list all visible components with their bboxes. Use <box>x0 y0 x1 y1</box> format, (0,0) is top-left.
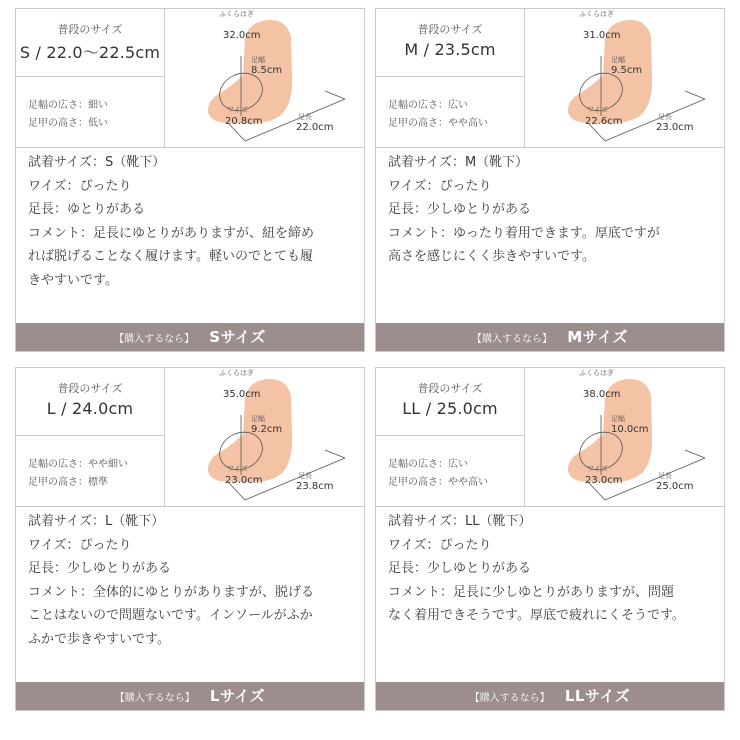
instep-value: 8.5cm <box>251 65 283 76</box>
header-divider <box>16 506 364 507</box>
width-label: ワイズ <box>587 106 608 114</box>
comment-line: なく着用できそうです。厚底で疲れにくそうです。 <box>388 608 685 623</box>
comment-line: ふかで歩きやすいです。 <box>28 631 170 647</box>
foot-measurement-figure <box>165 9 364 147</box>
comment-line: 試着サイズ：L（靴下） <box>28 514 165 529</box>
comment-line: 足長：少しゆとりがある <box>28 561 172 576</box>
size-info <box>16 368 165 506</box>
review-comment <box>388 510 718 628</box>
comment-line: 試着サイズ：LL（靴下） <box>388 514 532 529</box>
foot-illustration <box>165 368 364 506</box>
calf-label: ふくらはぎ <box>579 10 614 18</box>
width-value: 23.0cm <box>225 475 263 486</box>
length-value: 25.0cm <box>656 481 694 492</box>
comment-line: 試着サイズ：S（靴下） <box>28 155 166 170</box>
length-label: 足長 <box>658 113 672 121</box>
buy-label: 【購入するなら】 <box>114 334 195 345</box>
comment-line: コメント：足長にゆとりがありますが、紐を締め <box>28 225 315 241</box>
comment-line: 足長：少しゆとりがある <box>388 561 532 576</box>
header-divider <box>376 147 724 148</box>
card-header <box>376 368 724 506</box>
foot-measurement-figure <box>165 368 364 506</box>
instep-value: 9.2cm <box>251 424 283 435</box>
usual-size-label: 普段のサイズ <box>57 23 123 36</box>
foot-width-text: 足幅の広さ：細い <box>28 100 108 111</box>
size-card-ll <box>375 367 725 711</box>
foot-width-text: 足幅の広さ：広い <box>388 100 468 111</box>
usual-size-label: 普段のサイズ <box>417 23 483 36</box>
width-label: ワイズ <box>227 106 248 114</box>
card-header <box>376 9 724 147</box>
foot-shape-box <box>16 77 164 147</box>
instep-label: 足幅 <box>251 56 265 64</box>
instep-label: 足幅 <box>611 415 625 423</box>
size-info <box>16 9 165 147</box>
card-header <box>16 368 364 506</box>
buy-label: 【購入するなら】 <box>469 693 550 704</box>
comment-line: ワイズ：ぴったり <box>388 537 492 553</box>
review-comment <box>28 151 358 292</box>
comment-line: コメント：ゆったり着用できます。厚底ですが <box>388 225 660 241</box>
foot-shape-box <box>16 436 164 506</box>
calf-value: 38.0cm <box>583 389 621 400</box>
usual-size-value: S / 22.0〜22.5cm <box>19 43 161 62</box>
length-label: 足長 <box>658 472 672 480</box>
foot-width-text: 足幅の広さ：広い <box>388 459 468 470</box>
instep-label: 足幅 <box>611 56 625 64</box>
comment-line: 足長：少しゆとりがある <box>388 202 532 217</box>
foot-measurement-figure <box>525 9 724 147</box>
instep-height-text: 足甲の高さ：標準 <box>28 477 108 488</box>
comment-line: 足長：ゆとりがある <box>28 202 146 217</box>
foot-illustration <box>525 9 724 147</box>
width-label: ワイズ <box>227 465 248 473</box>
length-value: 22.0cm <box>296 122 334 133</box>
usual-size-label: 普段のサイズ <box>417 382 483 395</box>
buy-size-button[interactable] <box>376 682 724 710</box>
calf-label: ふくらはぎ <box>579 369 614 377</box>
instep-height-text: 足甲の高さ：やや高い <box>388 118 488 129</box>
comment-line: ことはないので問題ないです。インソールがふか <box>28 608 313 623</box>
buy-size: Mサイズ <box>567 328 628 346</box>
length-label: 足長 <box>298 472 312 480</box>
usual-size-value: M / 23.5cm <box>404 40 496 59</box>
size-info <box>376 368 525 506</box>
usual-size-box <box>16 9 164 77</box>
size-card-m <box>375 8 725 352</box>
instep-height-text: 足甲の高さ：やや高い <box>388 477 488 488</box>
review-comment <box>388 151 718 269</box>
comment-line: ワイズ：ぴったり <box>28 178 132 194</box>
width-value: 23.0cm <box>585 475 623 486</box>
width-value: 22.6cm <box>585 116 623 127</box>
usual-size-label: 普段のサイズ <box>57 382 123 395</box>
length-value: 23.0cm <box>656 122 694 133</box>
comment-line: 高さを感じにくく歩きやすいです。 <box>388 249 595 264</box>
usual-size-value: L / 24.0cm <box>46 399 134 418</box>
size-card-l <box>15 367 365 711</box>
buy-size-button[interactable] <box>376 323 724 351</box>
comment-line: コメント：全体的にゆとりがありますが、脱げる <box>28 584 315 600</box>
calf-value: 32.0cm <box>223 30 261 41</box>
usual-size-box <box>16 368 164 436</box>
length-label: 足長 <box>298 113 312 121</box>
header-divider <box>376 506 724 507</box>
calf-label: ふくらはぎ <box>219 369 254 377</box>
foot-measurement-figure <box>525 368 724 506</box>
instep-value: 9.5cm <box>611 65 643 76</box>
comment-line: れば脱げることなく履けます。軽いのでとても履 <box>28 249 313 264</box>
buy-size: Lサイズ <box>209 687 266 705</box>
card-header <box>16 9 364 147</box>
buy-size: Sサイズ <box>209 328 266 346</box>
calf-value: 31.0cm <box>583 30 621 41</box>
foot-illustration <box>165 9 364 147</box>
instep-label: 足幅 <box>251 415 265 423</box>
comment-line: ワイズ：ぴったり <box>28 537 132 553</box>
usual-size-box <box>376 9 524 77</box>
comment-line: ワイズ：ぴったり <box>388 178 492 194</box>
size-card-s <box>15 8 365 352</box>
header-divider <box>16 147 364 148</box>
review-comment <box>28 510 358 651</box>
calf-value: 35.0cm <box>223 389 261 400</box>
comment-line: 試着サイズ：M（靴下） <box>388 155 529 170</box>
usual-size-value: LL / 25.0cm <box>402 399 498 418</box>
length-value: 23.8cm <box>296 481 334 492</box>
buy-size: LLサイズ <box>564 687 631 705</box>
buy-size-button[interactable] <box>16 323 364 351</box>
foot-illustration <box>525 368 724 506</box>
foot-shape-box <box>376 436 524 506</box>
buy-label: 【購入するなら】 <box>114 693 195 704</box>
buy-size-button[interactable] <box>16 682 364 710</box>
instep-height-text: 足甲の高さ：低い <box>28 118 108 129</box>
foot-shape-box <box>376 77 524 147</box>
usual-size-box <box>376 368 524 436</box>
calf-label: ふくらはぎ <box>219 10 254 18</box>
foot-width-text: 足幅の広さ：やや細い <box>28 459 128 470</box>
size-info <box>376 9 525 147</box>
comment-line: コメント：足長に少しゆとりがありますが、問題 <box>388 584 675 600</box>
instep-value: 10.0cm <box>611 424 649 435</box>
width-value: 20.8cm <box>225 116 263 127</box>
buy-label: 【購入するなら】 <box>472 334 553 345</box>
comment-line: きやすいです。 <box>28 272 118 288</box>
width-label: ワイズ <box>587 465 608 473</box>
